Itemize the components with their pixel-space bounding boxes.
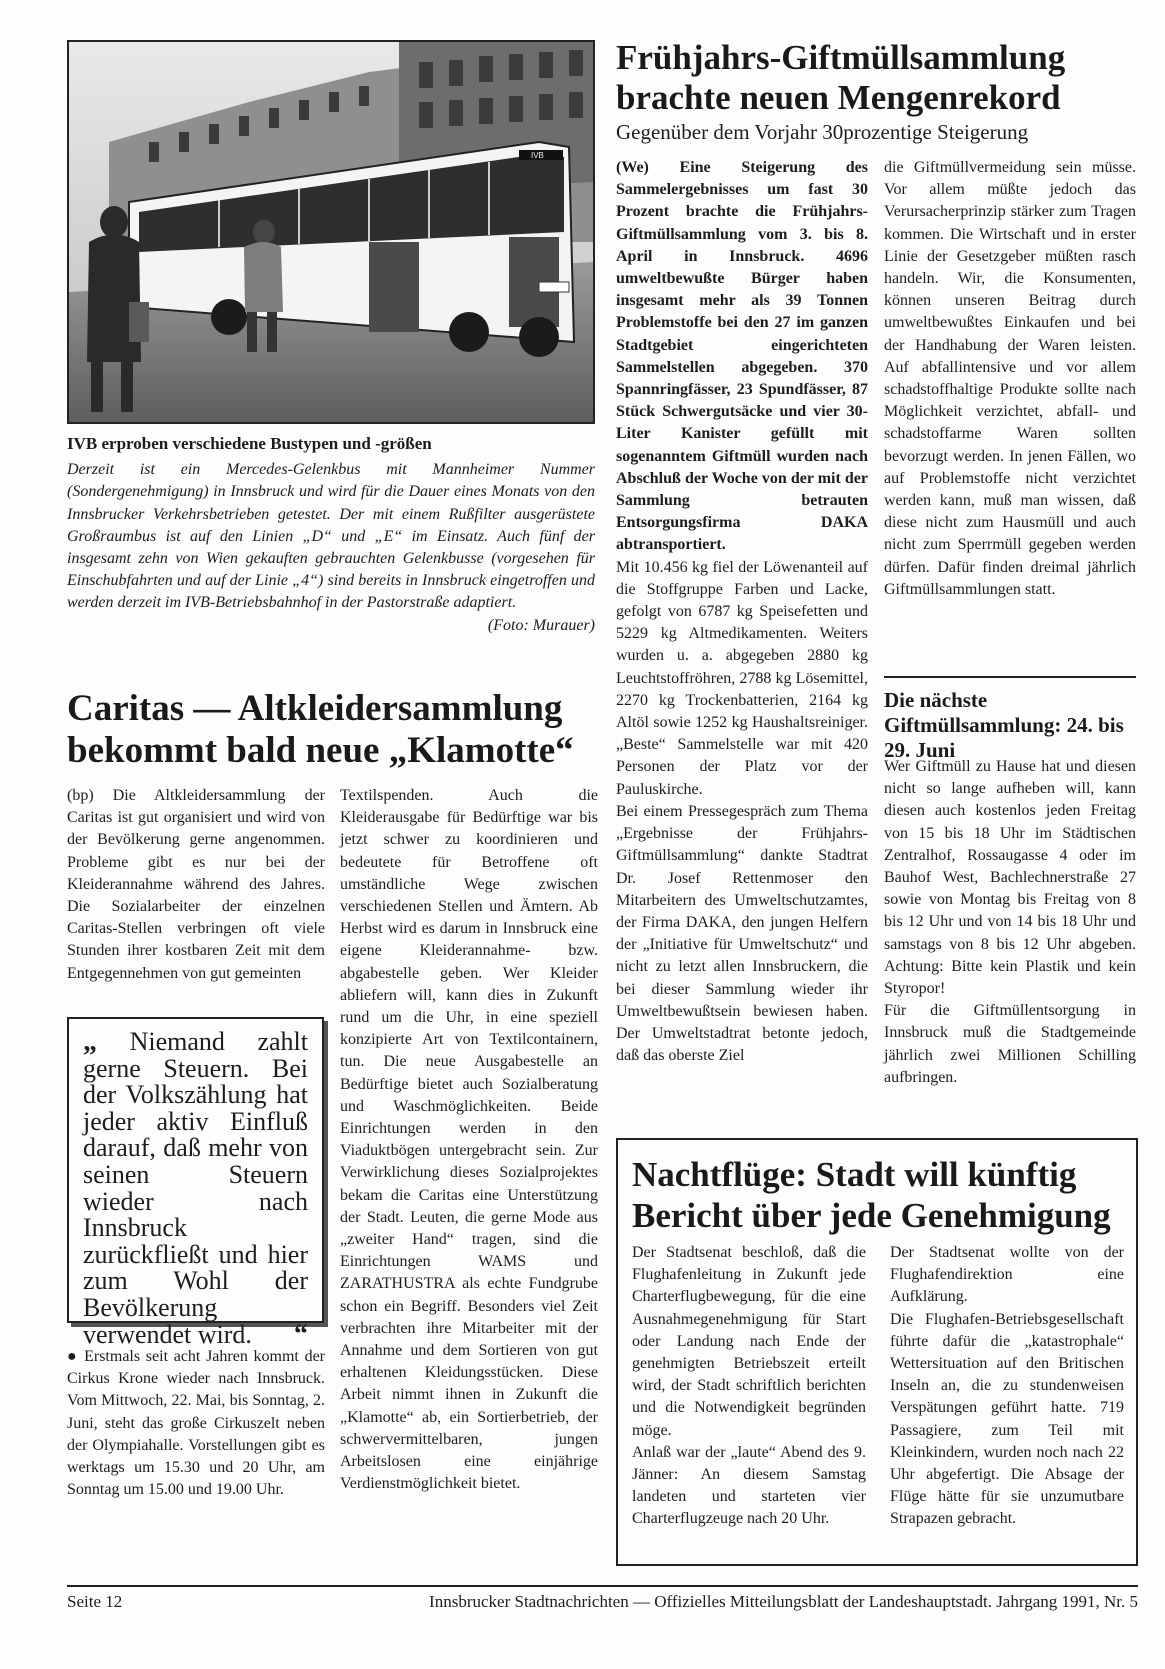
next-collection-p1: Wer Giftmüll zu Hause hat und diesen nicht so lange aufheben will, kann diesen auch kostenlos jeden Freitag von 15 bis 18 Uhr im Städtischen Zentralhof, Rossaugasse 4 oder im Bauhof West, Bachlechnerstraße 27 sowie von Montag bis Freitag von 8 bis 12 Uhr und von 14 bis 18 Uhr und samstags von 8 bis 12 Uhr abgeben. Achtung: Bitte kein Plastik und kein Styropor! (884, 758, 1136, 998)
gift-headline: Frühjahrs-Giftmüllsammlung brachte neuen Mengenrekord (616, 38, 1066, 117)
publication-line: Innsbrucker Stadtnachrichten — Offizielles Mitteilungsblatt der Landeshauptstadt. Jahrgang 1991, Nr. 5 (429, 1592, 1138, 1611)
footer-rule (67, 1585, 1138, 1587)
next-collection-text (884, 756, 1136, 1089)
quote-text: Niemand zahlt gerne Steuern. Bei der Volkszählung hat jeder aktiv Einfluß darauf, daß mehr von seinen Steuern wieder nach Innsbruck zurückfließt und hier zum Wohl der Bevölkerung verwendet wird. (83, 1027, 308, 1349)
divider (884, 676, 1136, 678)
photo-caption (67, 433, 595, 637)
caritas-col1-text: (bp) Die Altkleidersammlung der Caritas ist gut organisiert und wird von der Bevölkerung gerne angenommen. Probleme gibt es nur bei der Kleiderannahme während des Jahres. Die Sozialarbeiter der einzelnen Caritas-Stellen verbringen oft viele Stunden ihrer kostbaren Zeit mit dem Entgegennehmen von gut gemeinten (67, 787, 325, 982)
photo-credit: (Foto: Murauer) (487, 616, 595, 634)
caritas-col1 (67, 785, 325, 985)
nachtfluege-col2-p2: Die Flughafen-Betriebsgesellschaft führte dafür die „katastrophale“ Wettersituation auf den Britischen Inseln an, die zu stundenweisen Verspätungen geführt hatte. 719 Passagiere, zum Teil mit Kleinkindern, wurden noch nach 22 Uhr abgefertigt. Die Absage der Flüge hätte für sie unzumutbare Strapazen gebracht. (890, 1310, 1124, 1528)
caption-body: Derzeit ist ein Mercedes-Gelenkbus mit Mannheimer Nummer (Sondergenehmigung) in Innsbruck und wird für die Dauer eines Monats von den Innsbrucker Verkehrsbetrieben getestet. Der mit einem Rußfilter ausgerüstete Großraumbus ist auf den Linien „D“ und „E“ im Einsatz. Auch fünf der insgesamt zehn von Wien gekauften gebrauchten Gelenkbusse (vorgesehen für Einschubfahrten und auf der Linie „4“) sind bereits in Innsbruck eingetroffen und werden derzeit im IVB-Betriebsbahnhof in der Pastorstraße adaptiert. (67, 461, 595, 612)
bus-display: IVB (531, 151, 544, 160)
bus-photo-icon (69, 42, 593, 422)
nachtfluege-col1-p1: Der Stadtsenat beschloß, daß die Flughafenleitung in Zukunft jede Charterflugbewegung, für die eine Ausnahmegenehmigung für Start oder Landung nach Ende der genehmigten Betriebszeit erteilt wird, der Stadt schriftlich berichten und die Notwendigkeit begründen möge. (632, 1244, 866, 1439)
gift-lead: (We) Eine Steigerung des Sammelergebnisses um fast 30 Prozent brachte die Frühjahrs-Giftmüllsammlung vom 3. bis 8. April in Innsbruck. 4696 umweltbewußte Bürger haben insgesamt mehr als 39 Tonnen Problemstoffe bei den 27 im ganzen Stadtgebiet eingerichteten Sammelstellen abgegeben. 370 Spannringfässer, 23 Spundfässer, 87 Stück Schwergutsäcke und vier 30-Liter Kanister gefüllt mit sogenanntem Giftmüll wurden nach Abschluß der Woche von der mit der Sammlung betrauten Entsorgungsfirma DAKA abtransportiert. (616, 159, 868, 554)
gift-p3: Bei einem Pressegespräch zum Thema „Ergebnisse der Frühjahrs-Giftmüllsammlung“ dankte Stadtrat Dr. Josef Rettenmoser den Mitarbeitern des Umweltschutzamtes, der Firma DAKA, den jungen Helfern der „Initiative für Umweltschutz“ und nicht zu letzt allen Innsbruckern, die bei dieser Sammlung wieder ihr Umweltbewußtsein bewiesen haben. Der Umweltstadtrat betonte jedoch, daß das oberste Ziel (616, 802, 868, 1065)
nachtfluege-col2-p1: Der Stadtsenat wollte von der Flughafendirektion eine Aufklärung. (890, 1244, 1124, 1306)
caritas-headline: Caritas — Altkleidersammlung bekommt bald neue „Klamotte“ (67, 688, 574, 771)
nachtfluege-col1-p2: Anlaß war der „laute“ Abend des 9. Jänner: An diesem Samstag landeten und starteten vier Charterflugzeuge nach 20 Uhr. (632, 1443, 866, 1528)
bus-photo (67, 40, 595, 424)
gift-col1 (616, 157, 868, 1067)
caption-title: IVB erproben verschiedene Bustypen und -größen (67, 434, 432, 453)
gift-col2 (884, 157, 1136, 601)
nachtfluege-headline: Nachtflüge: Stadt will künftig Bericht über jede Genehmigung (632, 1155, 1111, 1235)
gift-col2-text: die Giftmüllvermeidung sein müsse. Vor allem müßte jedoch das Verursacherprinzip stärker zum Tragen kommen. Die Wirtschaft und in erster Linie der Gesetzgeber müßten rasch handeln. Wir, die Konsumenten, können unseren Beitrag durch umweltbewußtes Einkaufen und bei der Handhabung der Waren leisten. Auf abfallintensive und vor allem schadstoffhaltige Produkte sollte nach Möglichkeit verzichtet, abfall- und schadstoffarme Waren sollten bevorzugt werden. In jenen Fällen, wo auf Problemstoffe nicht verzichtet werden kann, muß man wissen, daß diese nicht zum Hausmüll und auch nicht zum Sperrmüll gegeben werden dürfen. Dafür finden dreimal jährlich Giftmüllsammlungen statt. (884, 159, 1136, 598)
zirkus-note (67, 1346, 325, 1501)
page-number: Seite 12 (67, 1592, 123, 1611)
caritas-col2 (340, 785, 598, 1496)
quote-open-mark: „ (83, 1026, 97, 1057)
gift-p2: Mit 10.456 kg fiel der Löwenanteil auf die Stoffgruppe Farben und Lacke, gefolgt von 6787 kg Speisefetten und 5229 kg Altmedikamenten. Weiters wurden u. a. abgegeben 2880 kg Leuchtstoffröhren, 2788 kg Lösemittel, 2270 kg Trockenbatterien, 2164 kg Altöl sowie 1252 kg Haushaltsreiniger. „Beste“ Sammelstelle war mit 420 Personen der Platz vor der Pauluskirche. (616, 558, 868, 798)
zirkus-text: Erstmals seit acht Jahren kommt der Cirkus Krone wieder nach Innsbruck. Vom Mittwoch, 22. Mai, bis Sonntag, 2. Juni, steht das große Cirkuszelt neben der Olympiahalle. Vorstellungen gibt es werktags um 15.30 und 20 Uhr, am Sonntag um 15.00 und 19.00 Uhr. (67, 1348, 326, 1499)
caption-text (67, 459, 595, 634)
nachtfluege-col2 (890, 1242, 1124, 1531)
gift-subhead: Gegenüber dem Vorjahr 30prozentige Steigerung (616, 120, 1029, 144)
next-collection-p2: Für die Giftmüllentsorgung in Innsbruck muß die Stadtgemeinde jährlich zwei Millionen Schilling aufbringen. (884, 1002, 1136, 1086)
nachtfluege-col1 (632, 1242, 866, 1531)
nachtfluege-box (616, 1138, 1138, 1566)
next-collection-heading: Die nächste Giftmüllsammlung: 24. bis 29. Juni (884, 688, 1124, 762)
caritas-col2-text: Textilspenden. Auch die Kleiderausgabe für Bedürftige war bis jetzt schwer zu koordinieren und bedeutete für Betroffene oft umständliche Wege zwischen verschiedenen Stellen und Ämtern. Ab Herbst wird es darum in Innsbruck eine eigene Kleiderannahme- bzw. abgabestelle geben. Wer Kleider abliefern will, kann dies in Zukunft rund um die Uhr, in eine speziell konzipierte Art von Textilcontainern, tun. Die neue Ausgabestelle an Bedürftige bietet auch Sozialberatung und Waschmöglichkeiten. Beide Einrichtungen werden in den Viaduktbögen untergebracht sein. Zur Verwirklichung dieses Sozialprojektes bekam die Caritas eine Unterstützung der Stadt. Leuten, die gerne Mode aus „zweiter Hand“ tragen, sind die Einrichtungen WAMS und ZARATHUSTRA als echte Fundgrube schon ein Begriff. Besonders viel Zeit verbrachten ihre Mitarbeiter mit der Annahme und dem Sortieren von gut erhaltenen Kleidungsstücken. Diese Arbeit nimmt ihnen in Zukunft die „Klamotte“ ab, ein Sortierbetrieb, der schwervermittelbaren, jungen Arbeitslosen eine einjährige Verdienstmöglichkeit bietet. (340, 787, 598, 1493)
bullet-icon: ● (67, 1348, 79, 1365)
pull-quote (67, 1017, 324, 1350)
quote-close-mark: “ (294, 1318, 308, 1350)
